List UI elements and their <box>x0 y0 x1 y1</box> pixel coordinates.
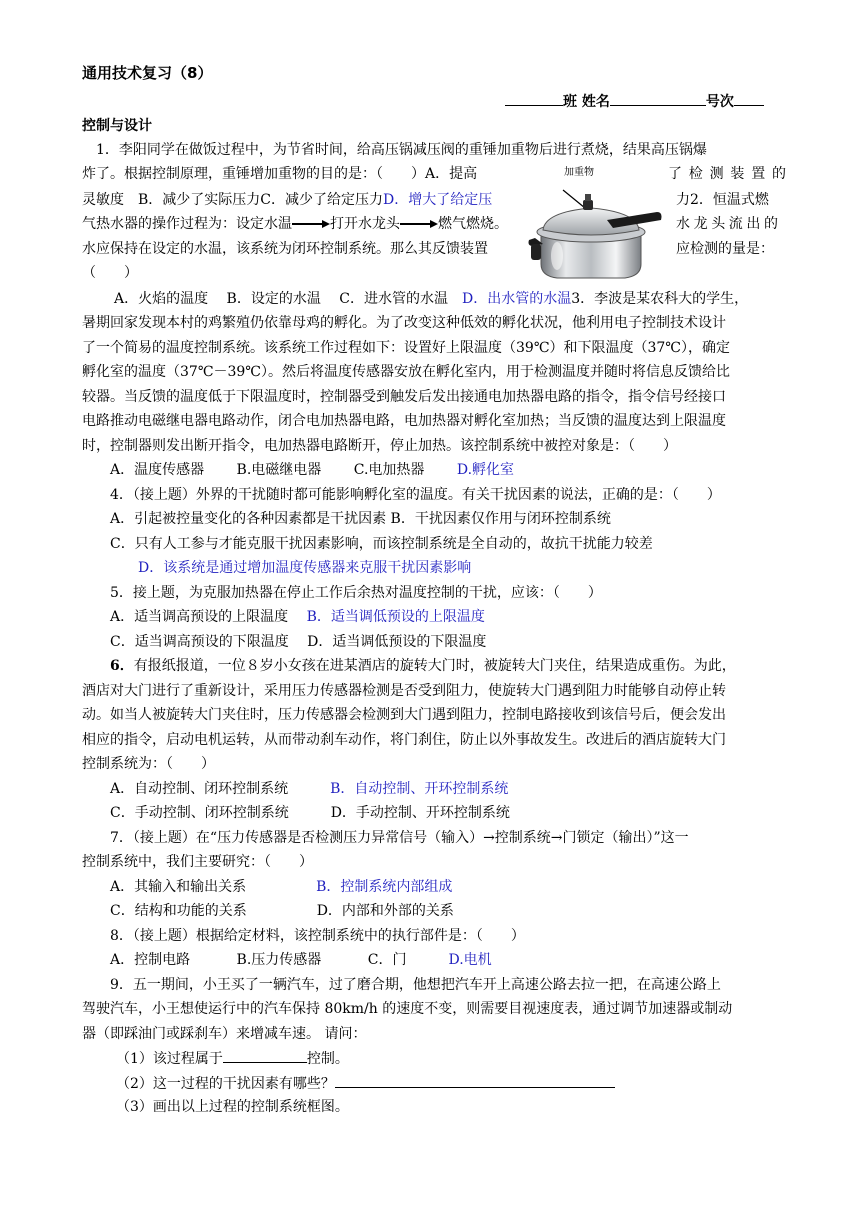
q6-line-1 <box>110 656 736 676</box>
q2-text-b: 打开水龙头 <box>330 216 400 232</box>
q1-line-2-right: 了 检 测 装 置 的 <box>668 166 786 182</box>
q7-line-2: 控制系统中，我们主要研究：（ ） <box>82 854 313 870</box>
q7-options-ab <box>110 877 452 897</box>
arrow-icon <box>400 216 438 232</box>
number-blank[interactable] <box>734 91 764 106</box>
q2-text-c: 燃气燃烧。 <box>438 216 508 232</box>
q6-options-cd: C．手动控制、闭环控制系统 D．手动控制、开环控制系统 <box>110 805 510 821</box>
q6-options-ab <box>110 779 508 799</box>
q8-options <box>110 950 492 970</box>
number-label: 号次 <box>705 94 734 110</box>
q6-option-a: A．自动控制、闭环控制系统 <box>110 781 331 797</box>
q2-option-d: D．出水管的水温 <box>462 291 572 307</box>
q3-options-abc: A．温度传感器 B.电磁继电器 C.电加热器 <box>110 462 457 478</box>
q6-number: 6． <box>110 658 134 674</box>
section-title: 控制与设计 <box>82 118 152 134</box>
q3-option-d: D.孵化室 <box>456 462 515 478</box>
q8-line-1: 8．（接上题）根据给定材料，该控制系统中的执行部件是：（ ） <box>110 928 525 944</box>
q9-sub-2-blank[interactable] <box>335 1073 615 1088</box>
q7-option-b: B．控制系统内部组成 <box>316 879 453 895</box>
q3-line-5: 较器。当反馈的温度低于下限温度时，控制器受到触发后发出接通电加热器电路的指令，指令信号经接口 <box>82 389 726 405</box>
q6-text-4a: 相应的指令，启动电机运转，从而带动刹车动作，将门刹住，防止以外事故发生。 <box>82 732 586 748</box>
q9-line-2: 驾驶汽车，小王想使运行中的汽车保持 80km/h 的速度不变，则需要目视速度表，通过调节加速器或制动 <box>82 1001 733 1017</box>
q6-option-b: B．自动控制、开环控制系统 <box>330 781 509 797</box>
q3-line-7: 时，控制器则发出断开指令，电加热器电路断开，停止加热。该控制系统中被控对象是：（ ） <box>82 438 677 454</box>
q4-options-ab: A．引起被控量变化的各种因素都是干扰因素 B．干扰因素仅作用与闭环控制系统 <box>110 511 611 527</box>
q5-option-b: B．适当调低预设的上限温度 <box>306 609 485 625</box>
q1-line-2-left: 炸了。根据控制原理，重锤增加重物的目的是：（ ）A．提高 <box>82 166 478 182</box>
q2-answer-paren: （ ） <box>82 265 138 281</box>
arrow-icon <box>292 216 330 232</box>
q3-line-2: 暑期回家发现本村的鸡繁殖仍依靠母鸡的孵化。为了改变这种低效的孵化状况，他利用电子控制技术设计 <box>82 315 726 331</box>
document-title: 通用技术复习（8） <box>82 64 213 82</box>
class-blank[interactable] <box>505 91 563 106</box>
q6-text-4b: 改进后的酒店旋转大门 <box>586 732 726 748</box>
q1-line-3-left <box>82 190 492 210</box>
q9-line-3: 器（即踩油门或踩刹车）来增减车速。 请问： <box>82 1026 367 1042</box>
q7-options-cd: C．结构和功能的关系 D．内部和外部的关系 <box>110 903 454 919</box>
q6-line-5: 控制系统为：（ ） <box>82 756 215 772</box>
q7-option-a: A．其输入和输出关系 <box>110 879 317 895</box>
q2-line-1-right: 水 龙 头 流 出 的 <box>676 216 778 232</box>
q6-text-1: 有报纸报道，一位８岁小女孩在进某酒店的旋转大门时，被旋转大门夹住，结果造成重伤。为此， <box>133 658 736 674</box>
q8-options-abc: A．控制电路 B.压力传感器 C．门 <box>110 952 449 968</box>
figure-caption: 加重物 <box>564 167 594 178</box>
q9-sub-1-suffix: 控制。 <box>306 1051 349 1067</box>
pressure-cooker-figure <box>527 168 665 282</box>
q5-line-1: 5．接上题，为克服加热器在停止工作后余热对温度控制的干扰，应该：（ ） <box>110 585 602 601</box>
q4-option-c: C．只有人工参与才能克服干扰因素影响，而该控制系统是全自动的，故抗干扰能力较差 <box>110 536 653 552</box>
q9-sub-2-text: （2）这一过程的干扰因素有哪些？ <box>116 1076 335 1092</box>
q2-text-a: 气热水器的操作过程为：设定水温 <box>82 216 292 232</box>
q2-line-2-right: 应检测的量是： <box>676 241 774 257</box>
q4-line-1: 4．（接上题）外界的干扰随时都可能影响孵化室的温度。有关干扰因素的说法，正确的是：（ ） <box>110 487 721 503</box>
q9-sub-1-text: （1）该过程属于 <box>116 1051 223 1067</box>
q3-line-4: 孵化室的温度（37℃－39℃）。然后将温度传感器安放在孵化室内，用于检测温度并随时将信息反馈给比 <box>82 364 730 380</box>
q6-line-2: 酒店对大门进行了重新设计，采用压力传感器检测是否受到阻力，使旋转大门遇到阻力时能够自动停止转 <box>82 683 726 699</box>
class-label: 班 <box>563 94 577 110</box>
q3-options <box>110 460 514 480</box>
q2-line-1-left <box>82 214 508 234</box>
q1-line-3-right: 力2．恒温式燃 <box>676 192 769 208</box>
q6-line-4 <box>82 730 726 750</box>
q5-options-ab <box>110 607 485 627</box>
q1-options-abc: 灵敏度 B．减少了实际压力C．减少了给定压力 <box>82 192 383 208</box>
q2-options-abc: A．火焰的温度 B．设定的水温 C．进水管的水温 <box>114 291 463 307</box>
student-info-line <box>505 91 764 111</box>
q9-sub-1-blank[interactable] <box>223 1048 307 1063</box>
q4-option-d: D．该系统是通过增加温度传感器来克服干扰因素影响 <box>138 560 472 576</box>
q5-option-a: A．适当调高预设的上限温度 <box>110 609 307 625</box>
q3-start: 3．李波是某农科大的学生， <box>571 291 749 307</box>
q2-options <box>114 289 748 309</box>
q9-sub-3: （3）画出以上过程的控制系统框图。 <box>116 1099 349 1115</box>
q6-line-3: 动。如当人被旋转大门夹住时，压力传感器会检测到大门遇到阻力，控制电路接收到该信号后，便会发出 <box>82 707 726 723</box>
q2-line-2-left: 水应保持在设定的水温，该系统为闭环控制系统。那么其反馈装置 <box>82 241 488 257</box>
q3-line-6: 电路推动电磁继电器电路动作，闭合电加热器电路，电加热器对孵化室加热；当反馈的温度达到上限温度 <box>82 413 726 429</box>
q3-line-3: 了一个简易的温度控制系统。该系统工作过程如下：设置好上限温度（39℃）和下限温度（37℃），确定 <box>82 340 730 356</box>
q5-options-cd: C．适当调高预设的下限温度 D．适当调低预设的下限温度 <box>110 634 487 650</box>
q8-option-d: D.电机 <box>448 952 492 968</box>
q9-line-1: 9．五一期间，小王买了一辆汽车，过了磨合期，他想把汽车开上高速公路去拉一把，在高速公路上 <box>110 977 721 993</box>
pressure-cooker-icon <box>527 168 665 282</box>
q7-line-1: 7．（接上题）在“压力传感器是否检测压力异常信号（输入）→控制系统→门锁定（输出）”这一 <box>110 830 689 846</box>
name-blank[interactable] <box>610 91 706 106</box>
q9-sub-2 <box>116 1073 615 1093</box>
q1-option-d: D．增大了给定压 <box>383 192 493 208</box>
q1-line-1: 1．李阳同学在做饭过程中，为节省时间，给高压锅减压阀的重锤加重物后进行煮烧，结果高压锅爆 <box>96 142 707 158</box>
name-label: 姓名 <box>581 94 610 110</box>
q9-sub-1 <box>116 1048 349 1068</box>
